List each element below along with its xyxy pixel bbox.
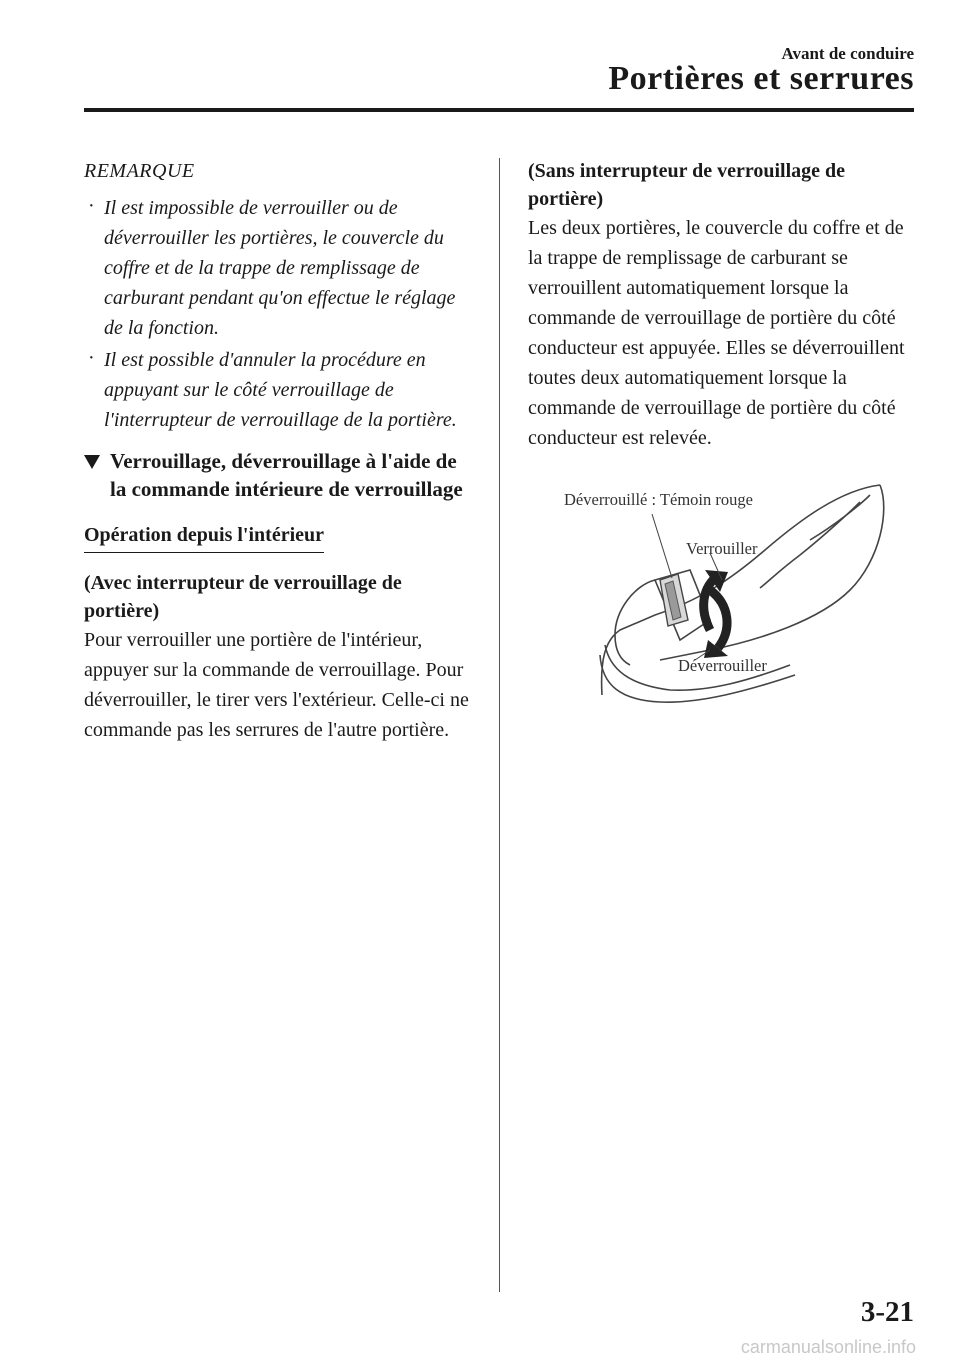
watermark: carmanualsonline.info — [740, 1337, 916, 1357]
section-heading-text: Verrouillage, déverrouillage à l'aide de la commande intérieure de verrouillage — [110, 449, 463, 501]
page-number: 3-21 — [860, 1296, 914, 1328]
unlock-label: Déverrouiller — [678, 656, 767, 675]
door-lock-drawing — [560, 480, 900, 720]
page-title: Portières et serrures — [608, 60, 914, 97]
section-heading — [84, 447, 470, 503]
chapter-label: Avant de conduire — [781, 44, 914, 63]
lock-label: Verrouiller — [686, 539, 758, 558]
right-column — [528, 157, 918, 453]
bullet-icon: · — [88, 347, 95, 369]
left-column — [84, 157, 470, 745]
unlocked-indicator-label: Déverrouillé : Témoin rouge — [564, 490, 753, 509]
paragraph-text: Les deux portières, le couvercle du coffre et de la trappe de remplissage de carburant se verrouillent automatiquement lorsque la commande de verrouillage de portière du côté conducteur est appuyée. Elles se déverrouillent toutes deux automatiquement lorsque la commande de verrouillage de portière du côté conducteur est relevée. — [528, 217, 905, 449]
note-list — [84, 193, 470, 435]
door-lock-illustration — [560, 480, 900, 720]
bullet-icon: · — [88, 195, 95, 217]
triangle-marker-icon — [84, 455, 100, 469]
subsection-heading: Opération depuis l'intérieur — [84, 521, 324, 553]
note-item — [84, 193, 470, 343]
note-title: REMARQUE — [84, 160, 195, 182]
lock-knob — [660, 574, 688, 626]
header-rule — [84, 108, 914, 112]
note-item-text: Il est impossible de verrouiller ou de déverrouiller les portières, le couvercle du coffre et de la trappe de remplissage de carburant pendant qu'on effectue le réglage de la fonction. — [104, 197, 456, 339]
paragraph-heading: (Sans interrupteur de verrouillage de portière) — [528, 160, 846, 210]
note-item — [84, 345, 470, 435]
note-item-text: Il est possible d'annuler la procédure en appuyant sur le côté verrouillage de l'interrupteur de verrouillage de la portière. — [104, 349, 457, 431]
column-divider — [499, 158, 500, 1292]
paragraph-text: Pour verrouiller une portière de l'intérieur, appuyer sur la commande de verrouillage. Pour déverrouiller, le tirer vers l'extérieur. Celle-ci ne commande pas les serrures de l'autre portière. — [84, 629, 469, 741]
paragraph-heading: (Avec interrupteur de verrouillage de portière) — [84, 572, 402, 622]
